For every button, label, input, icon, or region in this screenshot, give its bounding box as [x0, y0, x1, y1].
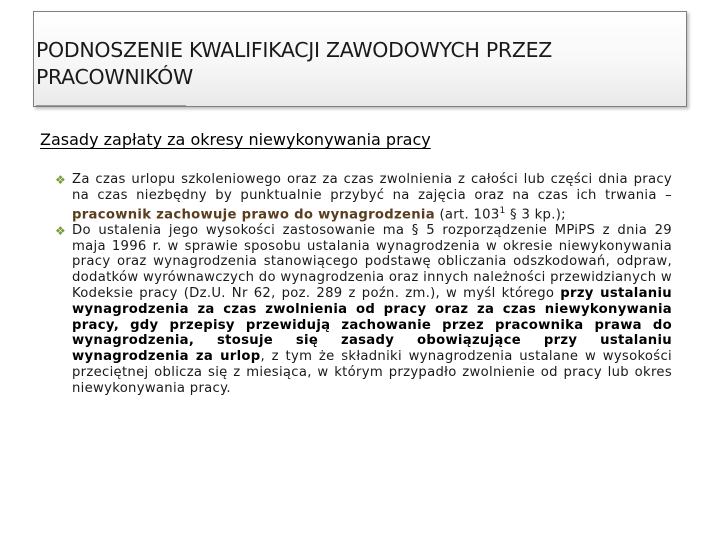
bullet-item-wysokosc — [55, 223, 672, 397]
title-underline-rule — [36, 105, 186, 106]
bullet-2-text: Do ustalenia jego wysokości zastosowanie ma § 5 rozporządzenie MPiPS z dnia 29 maja 1996 r. w sprawie sposobu ustalania wynagrodzenia w okresie niewykonywania pracy oraz wynagrodzenia stanowiącego podstawę obliczania odszkodowań, odpraw, dodatków wyrównawczych do wynagrodzenia oraz innych należności przewidzianych w Kodeksie pracy (Dz.U. Nr 62, poz. 289 z poźn. zm.), w myśl którego — [72, 222, 672, 301]
bullet-1-citation: (art. 103 — [434, 206, 500, 222]
diamond-bullet-icon: ❖ — [55, 223, 67, 238]
diamond-bullet-icon: ❖ — [55, 173, 67, 187]
bullet-1-text: Za czas urlopu szkoleniowego oraz za czas zwolnienia z całości lub części dnia pracy na czas niezbędny by punktualnie przybyć na zajęcia oraz na czas ich trwania – — [72, 172, 672, 203]
bullet-2-text-end: , z tym że składniki wynagrodzenia ustalane w wysokości przeciętnej oblicza się z miesiąca, w którym przypadło zwolnienie od pracy lub okres niewykonywania pracy. — [72, 349, 672, 396]
title-box — [33, 11, 687, 107]
bullet-list — [55, 172, 672, 397]
bullet-1-emphasis: pracownik zachowuje prawo do wynagrodzenia — [72, 206, 435, 222]
bullet-1-superscript: 1 — [499, 205, 506, 216]
slide-title: PODNOSZENIE KWALIFIKACJI ZAWODOWYCH PRZEZ PRACOWNIKÓW — [36, 38, 553, 89]
bullet-item-urlop — [55, 172, 672, 223]
slide-subtitle: Zasady zapłaty za okresy niewykonywania pracy — [40, 130, 431, 149]
bullet-2-emphasis: przy ustalaniu wynagrodzenia za czas zwolnienia od pracy oraz za czas niewykonywania pracy, gdy przepisy przewidują zachowanie przez pracownika prawa do wynagrodzenia, stosuje się zasady obowiązujące przy ustalaniu wynagrodzenia za urlop — [72, 285, 672, 365]
bullet-1-citation-end: § 3 kp.); — [505, 206, 566, 222]
